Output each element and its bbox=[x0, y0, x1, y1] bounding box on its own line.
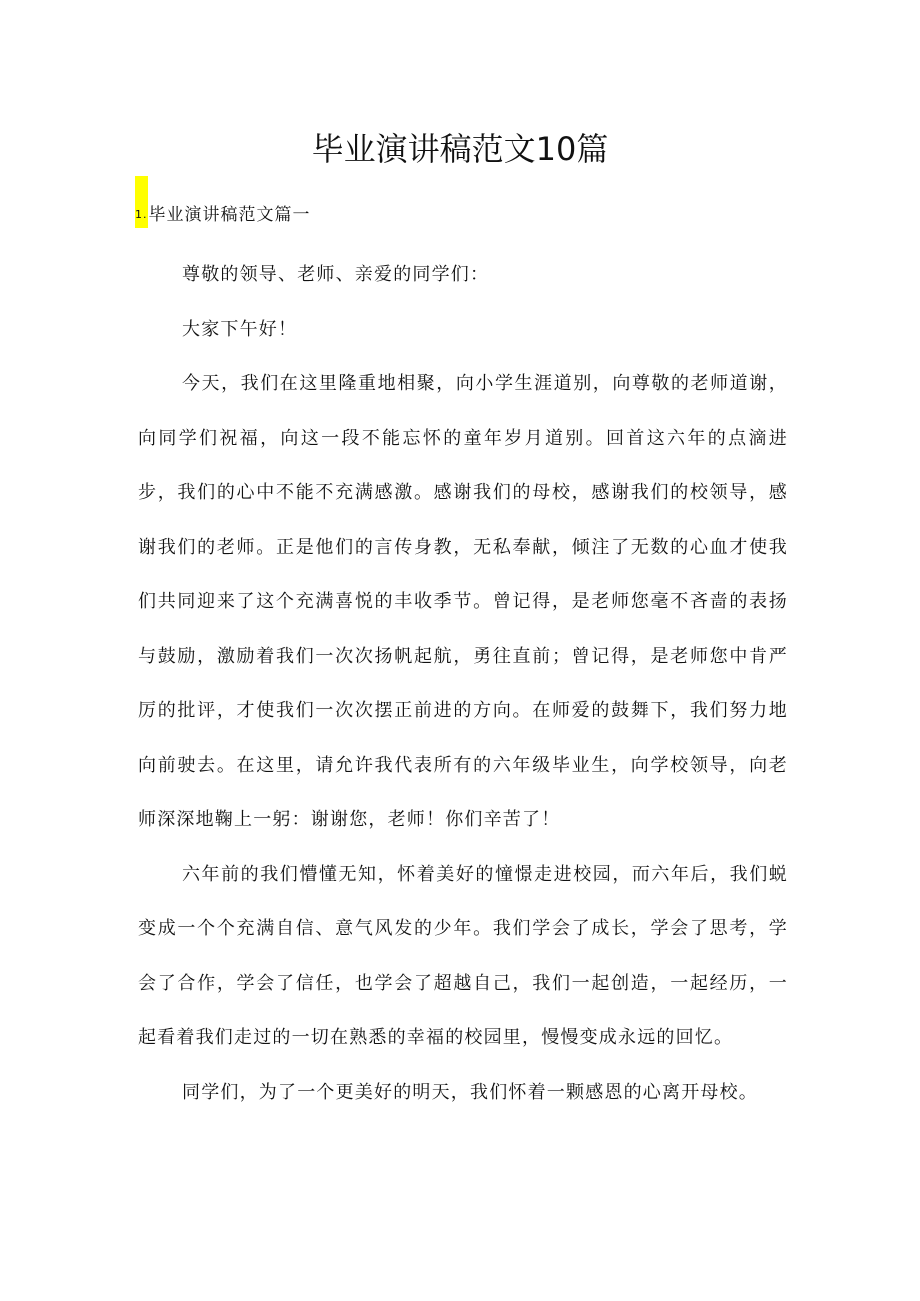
paragraph-greeting: 大家下午好！ bbox=[182, 318, 298, 340]
section-number: 1. bbox=[135, 207, 148, 221]
section-heading bbox=[135, 196, 311, 228]
paragraph-farewell: 同学们，为了一个更美好的明天，我们怀着一颗感恩的心离开母校。 bbox=[182, 1081, 758, 1103]
document-title: 毕业演讲稿范文10篇 bbox=[311, 130, 609, 168]
document-body bbox=[138, 248, 788, 1120]
paragraph-salutation: 尊敬的领导、老师、亲爱的同学们： bbox=[182, 264, 490, 285]
section-heading-text: 毕业演讲稿范文篇一 bbox=[148, 204, 311, 225]
paragraph-main: 今天，我们在这里隆重地相聚，向小学生涯道别，向尊敬的老师道谢，向同学们祝福，向这一段不能忘怀的童年岁月道别。回首这六年的点滴进步，我们的心中不能不充满感激。感谢我们的母校，感谢我们的校领导，感谢我们的老师。正是他们的言传身教，无私奉献，倾注了无数的心血才使我们共同迎来了这个充满喜悦的丰收季节。曾记得，是老师您毫不吝啬的表扬与鼓励，激励着我们一次次扬帆起航，勇往直前；曾记得，是老师您中肯严厉的批评，才使我们一次次摆正前进的方向。在师爱的鼓舞下，我们努力地向前驶去。在这里，请允许我代表所有的六年级毕业生，向学校领导，向老师深深地鞠上一躬：谢谢您，老师！你们辛苦了！ bbox=[138, 373, 788, 830]
paragraph-growth: 六年前的我们懵懂无知，怀着美好的憧憬走进校园，而六年后，我们蜕变成一个个充满自信、意气风发的少年。我们学会了成长，学会了思考，学会了合作，学会了信任，也学会了超越自己，我们一起创造，一起经历，一起看着我们走过的一切在熟悉的幸福的校园里，慢慢变成永远的回忆。 bbox=[138, 863, 788, 1048]
